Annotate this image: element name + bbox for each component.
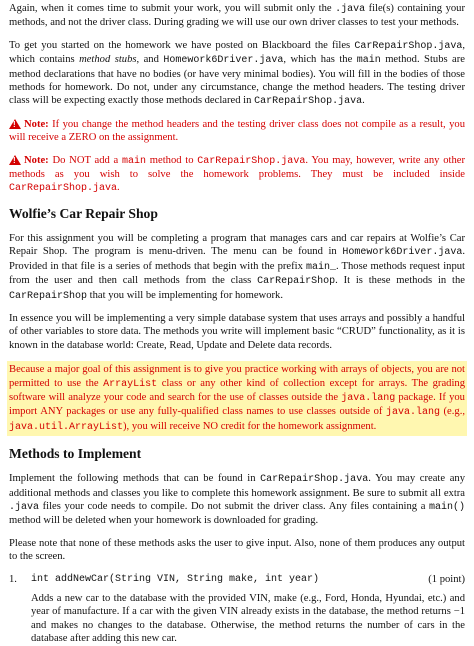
text: method. Stubs are method declarations that have no bodies (or have very minimal bodies). You will fill in the bodies of those methods for homework. Do not, under any circumstance, change the method headers. The testing driver class will be expecting exactly those methods declared in xyxy=(9,54,465,107)
code-filename: CarRepairShop.java xyxy=(9,183,118,195)
paragraph-getting-started xyxy=(9,39,465,109)
method-signature: int addNewCar(String VIN, String make, int year) xyxy=(31,573,320,585)
code-prefix: main_ xyxy=(305,261,336,273)
paragraph-submission xyxy=(9,2,465,30)
code-java-ext: .java xyxy=(9,501,40,513)
note-text: . xyxy=(117,182,120,194)
text: , which contains xyxy=(9,39,465,66)
code-classname: ArrayList xyxy=(103,378,158,390)
text: ), you will receive NO credit for the homework assignment. xyxy=(123,420,377,432)
text: Again, when it comes time to submit your work, you will submit only the xyxy=(9,3,336,14)
text: , and xyxy=(136,54,164,66)
paragraph-implement-methods xyxy=(9,472,465,528)
paragraph-program-overview xyxy=(9,232,465,303)
text: Implement the following methods that can be found in xyxy=(9,473,261,485)
text: . You may create any additional methods and classes you like to complete this homework assignment. Be sure to submit all extra xyxy=(9,473,465,499)
text: . Provided in that file is a series of methods that begin with the prefix xyxy=(9,246,465,272)
text: , which has the xyxy=(283,54,357,66)
section-title-methods: Methods to Implement xyxy=(9,446,142,462)
code-filename: CarRepairShop.java xyxy=(197,155,306,167)
note-text: . You may, however, write any other methods as you wish to solve the homework problems. They must be included inside xyxy=(9,154,465,181)
section-title-car-repair-shop: Wolfie’s Car Repair Shop xyxy=(9,205,158,221)
text: package. If you import ANY packages or use any fully-qualified class names to use classes outside of xyxy=(9,391,465,418)
code-package: java.lang xyxy=(385,407,440,419)
paragraph-no-io: Please note that none of these methods asks the user to give input. Also, none of them produces any output to the screen. xyxy=(9,537,465,563)
note-text: If you change the method headers and the testing driver class does not compile as a result, you will receive a ZERO on the assignment. xyxy=(9,118,465,144)
warning-icon xyxy=(9,119,21,129)
code-package: java.lang xyxy=(341,392,396,404)
method-item-add-new-car xyxy=(9,573,465,646)
note-label: Note: xyxy=(24,118,49,130)
code-classname: CarRepairShop xyxy=(9,290,88,302)
text: . xyxy=(362,95,365,107)
note-label: Note: xyxy=(24,154,49,166)
warning-icon xyxy=(9,155,21,165)
highlight-arraylist-restriction xyxy=(7,361,467,436)
code-filename: CarRepairShop.java xyxy=(260,474,369,486)
code-filename: CarRepairShop.java xyxy=(354,40,463,52)
code-java-ext: .java xyxy=(335,4,366,15)
text: (e.g., xyxy=(439,406,466,418)
code-package: java.util.ArrayList xyxy=(9,421,124,433)
text: method will be deleted when your homework is downloaded for grading. xyxy=(9,515,319,527)
code-classname: CarRepairShop xyxy=(257,276,336,288)
code-main: main xyxy=(356,55,381,67)
text: Because a major goal of this assignment is to give you practice working with arrays of objects, you are not permitted to use the xyxy=(9,364,465,389)
method-description: Adds a new car to the database with the provided VIN, make (e.g., Ford, Honda, Hyundai, etc.) and year of manufacture. If a car with the given VIN already exists in the database, the method returns −1 and makes no changes to the database. Otherwise, the method returns the number of cars in the database after adding this new car. xyxy=(31,593,465,645)
code-main: main() xyxy=(428,501,465,513)
item-header xyxy=(31,573,465,586)
code-filename: Homework6Driver.java xyxy=(342,247,463,259)
text: To get you started on the homework we have posted on Blackboard the files xyxy=(9,39,355,51)
note-no-main xyxy=(9,154,465,196)
text: For this assignment you will be completing a program that manages cars and car repairs at Wolfie’s Car Repair Shop. The program is menu-driven. The menu can be found in xyxy=(9,232,465,258)
code-main: main xyxy=(122,155,147,167)
text: . Those methods request input from the user and then call methods from the class xyxy=(9,260,465,287)
paragraph-crud: In essence you will be implementing a very simple database system that uses arrays and possibly a handful of other variables to store data. The methods you write will implement basic “CRUD” functionality, as it is known in the database world: Create, Read, Update and Delete data records. xyxy=(9,312,465,351)
text: file(s) containing your methods, and not the driver class. During grading we will use our own driver classes to test your methods. xyxy=(9,3,465,29)
text: . It is these methods in the xyxy=(335,275,465,287)
item-points: (1 point) xyxy=(428,573,465,585)
code-filename: Homework6Driver.java xyxy=(163,55,284,67)
note-header-change xyxy=(9,118,465,145)
text: class or any other kind of collection except for arrays. The grading software will analyze your code and search for the use of classes outside the xyxy=(9,377,465,403)
note-text: method to xyxy=(146,154,198,166)
item-number: 1. xyxy=(9,573,17,585)
emphasis-method-stubs: method stubs xyxy=(79,54,137,66)
text: files your code needs to compile. Do not submit the driver class. Any files containing a xyxy=(39,500,429,512)
code-filename: CarRepairShop.java xyxy=(254,96,363,108)
note-text: Do NOT add a xyxy=(48,154,122,166)
item-body xyxy=(31,573,465,646)
text: that you will be implementing for homework. xyxy=(87,289,283,301)
